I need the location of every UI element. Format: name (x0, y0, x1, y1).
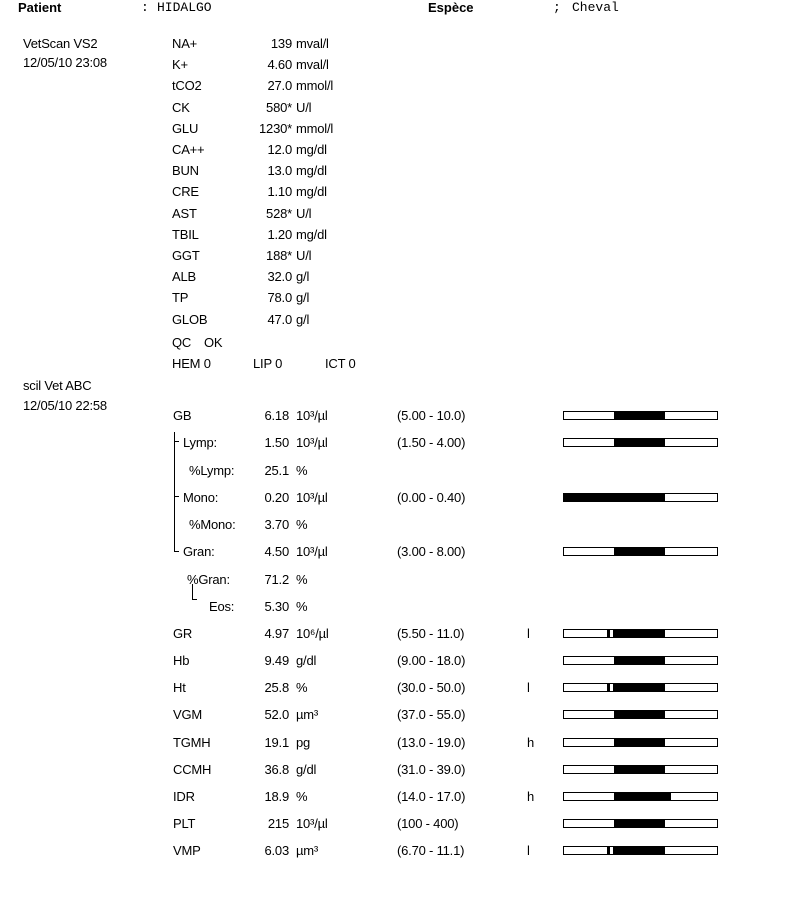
vetscan-analyte-value: 580* (266, 99, 292, 115)
range-bar (563, 765, 718, 774)
vetscan-analyte-value: 188* (266, 248, 292, 263)
range-bar-fill (614, 711, 664, 718)
range-bar (563, 656, 718, 665)
vetscan-analyte-name: AST (172, 205, 197, 221)
range-bar-fill (614, 439, 664, 446)
bracket-hook (174, 441, 179, 442)
abc-analyte-name: Mono: (183, 490, 219, 505)
vetscan-analyte-name: GLOB (172, 311, 208, 327)
vetscan-analyte-unit: g/l (296, 311, 310, 327)
range-bar (563, 438, 718, 447)
vetscan-analyte-value: 528* (266, 205, 292, 221)
abc-analyte-value: 9.49 (264, 653, 289, 668)
abc-analyte-unit: µm³ (296, 843, 319, 858)
range-bar-fill (614, 548, 664, 555)
abc-reference-range: (13.0 - 19.0) (397, 735, 466, 750)
abc-analyte-name: Hb (173, 653, 190, 668)
abc-analyte-unit: % (296, 599, 308, 614)
abc-analyte-name: PLT (173, 816, 196, 831)
range-bar (563, 792, 718, 801)
abc-reference-range: (5.00 - 10.0) (397, 408, 466, 423)
qc-label: QC (172, 335, 192, 350)
vetscan-analyte-unit: mval/l (296, 57, 329, 73)
abc-analyte-name: GB (173, 408, 192, 423)
abc-analyte-name: CCMH (173, 762, 212, 777)
abc-analyte-unit: pg (296, 735, 311, 750)
abc-analyte-name: %Mono: (189, 517, 236, 532)
vetscan-analyte-name: BUN (172, 163, 199, 179)
range-bar-fill (614, 412, 664, 419)
range-bar-marker (671, 793, 674, 800)
abc-device: scil Vet ABC (23, 378, 92, 393)
abc-analyte-name: IDR (173, 789, 195, 804)
abc-reference-range: (9.00 - 18.0) (397, 653, 466, 668)
range-bar (563, 411, 718, 420)
abc-reference-range: (30.0 - 50.0) (397, 680, 466, 695)
abc-analyte-value: 18.9 (264, 789, 289, 804)
abc-analyte-unit: 10³/µl (296, 435, 328, 450)
abc-analyte-unit: g/dl (296, 762, 317, 777)
abc-analyte-unit: 10³/µl (296, 816, 328, 831)
lip-index: LIP 0 (253, 356, 283, 371)
abc-analyte-value: 6.18 (264, 408, 289, 423)
species-value: Cheval (572, 0, 619, 15)
abc-reference-range: (14.0 - 17.0) (397, 789, 466, 804)
abc-analyte-name: Lymp: (183, 435, 217, 450)
range-bar (563, 547, 718, 556)
abc-analyte-value: 6.03 (264, 843, 289, 858)
abc-reference-range: (100 - 400) (397, 816, 459, 831)
range-bar-fill (614, 657, 664, 664)
differential-bracket (174, 432, 175, 552)
abc-analyte-name: Ht (173, 680, 186, 695)
abc-analyte-name: %Gran: (187, 572, 230, 587)
vetscan-analyte-name: CRE (172, 184, 199, 200)
vetscan-analyte-name: CA++ (172, 142, 205, 157)
abc-flag: h (527, 735, 535, 750)
vetscan-analyte-name: TP (172, 290, 189, 306)
vetscan-analyte-name: NA+ (172, 36, 198, 51)
range-bar (563, 629, 718, 638)
vetscan-analyte-unit: mmol/l (296, 120, 334, 136)
vetscan-analyte-unit: mg/dl (296, 184, 327, 200)
abc-reference-range: (1.50 - 4.00) (397, 435, 466, 450)
abc-analyte-value: 25.1 (264, 463, 289, 478)
vetscan-analyte-name: tCO2 (172, 78, 202, 94)
range-bar-fill (614, 766, 664, 773)
abc-flag: h (527, 789, 535, 804)
range-bar (563, 493, 718, 502)
abc-reference-range: (5.50 - 11.0) (397, 626, 465, 641)
vetscan-analyte-value: 1.20 (267, 226, 292, 242)
range-bar-marker (610, 684, 613, 691)
range-bar-fill (564, 494, 665, 501)
vetscan-analyte-unit: U/l (296, 99, 312, 115)
abc-analyte-value: 4.97 (264, 626, 289, 641)
abc-analyte-unit: % (296, 680, 308, 695)
eos-bracket (192, 584, 193, 599)
abc-analyte-name: %Lymp: (189, 463, 235, 478)
bracket-hook (174, 551, 179, 552)
abc-analyte-value: 0.20 (264, 490, 289, 505)
patient-separator: : (141, 0, 149, 15)
vetscan-analyte-name: ALB (172, 269, 196, 285)
vetscan-analyte-value: 27.0 (267, 78, 292, 94)
vetscan-datetime: 12/05/10 23:08 (23, 55, 107, 70)
abc-analyte-value: 4.50 (264, 544, 289, 559)
abc-flag: l (527, 626, 530, 641)
abc-analyte-unit: 10³/µl (296, 408, 328, 423)
species-separator: ; (553, 0, 561, 15)
range-bar-fill (607, 630, 665, 637)
range-bar (563, 846, 718, 855)
abc-analyte-value: 71.2 (264, 572, 289, 587)
abc-analyte-unit: % (296, 789, 308, 804)
abc-analyte-value: 1.50 (264, 435, 289, 450)
species-label: Espèce (428, 0, 474, 15)
hem-index: HEM 0 (172, 356, 211, 371)
vetscan-analyte-value: 139 (270, 36, 292, 51)
vetscan-analyte-unit: g/l (296, 269, 310, 285)
range-bar-fill (614, 739, 664, 746)
range-bar-fill (607, 847, 665, 854)
abc-analyte-value: 52.0 (264, 707, 289, 722)
qc-value: OK (204, 335, 223, 350)
vetscan-analyte-value: 1230* (259, 120, 292, 136)
abc-analyte-name: VGM (173, 707, 203, 722)
abc-analyte-name: VMP (173, 843, 201, 858)
bracket-hook (174, 496, 179, 497)
vetscan-analyte-value: 78.0 (267, 290, 292, 306)
range-bar (563, 710, 718, 719)
abc-analyte-value: 5.30 (264, 599, 289, 614)
abc-analyte-name: Gran: (183, 544, 215, 559)
vetscan-analyte-unit: mg/dl (296, 142, 327, 157)
vetscan-analyte-value: 12.0 (267, 142, 292, 157)
vetscan-analyte-name: TBIL (172, 226, 199, 242)
range-bar (563, 819, 718, 828)
range-bar-fill (607, 684, 665, 691)
vetscan-analyte-name: GGT (172, 248, 200, 263)
abc-analyte-unit: g/dl (296, 653, 317, 668)
vetscan-analyte-value: 47.0 (267, 311, 292, 327)
vetscan-analyte-name: GLU (172, 120, 199, 136)
range-bar (563, 683, 718, 692)
abc-analyte-unit: % (296, 517, 308, 532)
abc-analyte-value: 3.70 (264, 517, 289, 532)
abc-analyte-name: GR (173, 626, 193, 641)
vetscan-analyte-unit: mg/dl (296, 163, 327, 179)
range-bar-marker (610, 847, 613, 854)
abc-reference-range: (6.70 - 11.1) (397, 843, 465, 858)
abc-flag: l (527, 680, 530, 695)
abc-analyte-unit: % (296, 572, 308, 587)
patient-label: Patient (18, 0, 62, 15)
abc-analyte-name: Eos: (209, 599, 235, 614)
abc-analyte-value: 25.8 (264, 680, 289, 695)
range-bar-marker (610, 630, 613, 637)
patient-name: HIDALGO (157, 0, 212, 15)
abc-analyte-unit: % (296, 463, 308, 478)
ict-index: ICT 0 (325, 356, 356, 371)
abc-reference-range: (0.00 - 0.40) (397, 490, 466, 505)
abc-datetime: 12/05/10 22:58 (23, 398, 107, 413)
vetscan-analyte-name: K+ (172, 57, 188, 73)
vetscan-analyte-unit: mval/l (296, 36, 329, 51)
vetscan-analyte-value: 4.60 (267, 57, 292, 73)
abc-analyte-value: 36.8 (264, 762, 289, 777)
abc-analyte-unit: 10³/µl (296, 544, 328, 559)
abc-analyte-unit: µm³ (296, 707, 319, 722)
abc-reference-range: (3.00 - 8.00) (397, 544, 466, 559)
vetscan-analyte-value: 13.0 (267, 163, 292, 179)
vetscan-analyte-unit: U/l (296, 205, 312, 221)
range-bar-fill (614, 820, 664, 827)
abc-analyte-value: 215 (267, 816, 289, 831)
bracket-hook (192, 599, 197, 600)
vetscan-analyte-unit: U/l (296, 248, 312, 263)
vetscan-device: VetScan VS2 (23, 36, 98, 51)
abc-flag: l (527, 843, 530, 858)
vetscan-analyte-unit: mg/dl (296, 226, 327, 242)
vetscan-analyte-value: 32.0 (267, 269, 292, 285)
vetscan-analyte-name: CK (172, 99, 190, 115)
abc-analyte-name: TGMH (173, 735, 211, 750)
range-bar (563, 738, 718, 747)
abc-analyte-value: 19.1 (264, 735, 289, 750)
range-bar-fill (614, 793, 674, 800)
vetscan-analyte-unit: mmol/l (296, 78, 334, 94)
abc-analyte-unit: 10³/µl (296, 490, 328, 505)
abc-analyte-unit: 10⁶/µl (296, 626, 329, 641)
abc-reference-range: (31.0 - 39.0) (397, 762, 466, 777)
vetscan-analyte-unit: g/l (296, 290, 310, 306)
abc-reference-range: (37.0 - 55.0) (397, 707, 466, 722)
vetscan-analyte-value: 1.10 (267, 184, 292, 200)
